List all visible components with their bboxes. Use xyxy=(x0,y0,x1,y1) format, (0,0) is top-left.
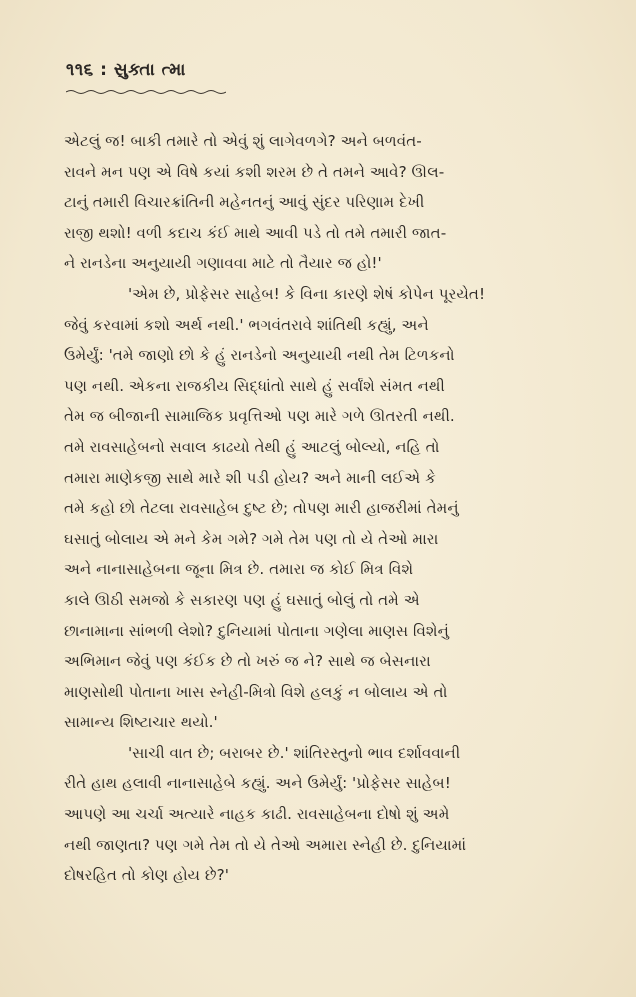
text-line: 'સાચી વાત છે; બરાબર છે.' શાંતિરસ્તુનો ભાવ દર્શાવવાની xyxy=(128,743,461,762)
text-line: આપણે આ ચર્ચા અત્યારે નાહક કાઢી. રાવસાહેબના દોષો શું અમે xyxy=(64,805,450,824)
text-line: પણ નથી. એકના રાજકીય સિદ્ધાંતો સાથે હું સર્વાંશે સંમત નથી xyxy=(64,376,445,395)
text-line: રાવને મન પણ એ વિષે કયાં કશી શરમ છે તે તમને આવે? ઊલ- xyxy=(64,162,445,181)
page-header xyxy=(66,60,366,99)
text-line: ટાનું તમારી વિચારક્રાંતિની મહેનતનું આવું સુંદર પરિણામ દેખી xyxy=(64,193,425,212)
text-line: તમારા માણેકજી સાથે મારે શી પડી હોય? અને માની લઈએ કે xyxy=(64,468,436,487)
wavy-underline xyxy=(66,89,226,95)
text-line: ને રાનડેના અનુયાયી ગણાવવા માટે તો તૈયાર જ હો!' xyxy=(64,254,382,273)
text-line: છાનામાના સાંભળી લેશો? દુનિયામાં પોતાના ગણેલા માણસ વિશેનું xyxy=(64,621,449,640)
text-line: દોષરહિત તો કોણ હોય છે?' xyxy=(64,866,229,885)
text-line: ઘસાતું બોલાય એ મને કેમ ગમે? ગમે તેમ પણ તો યે તેઓ મારા xyxy=(64,529,439,548)
text-line: જેવું કરવામાં કશો અર્થ નથી.' ભગવંતરાવે શાંતિથી કહ્યું, અને xyxy=(64,315,429,334)
running-head: ૧૧૬ : સુક્તા ત્મા xyxy=(66,60,186,80)
text-line: ઉમેર્યું: 'તમે જાણો છો કે હું રાનડેનો અનુયાયી નથી તેમ ટિળકનો xyxy=(64,346,455,365)
text-line: તમે રાવસાહેબનો સવાલ કાઢયો તેથી હું આટલું બોલ્યો, નહિ તો xyxy=(64,437,440,456)
text-line: અને નાનાસાહેબના જૂના મિત્ર છે. તમારા જ કોઈ મિત્ર વિશે xyxy=(64,560,414,579)
text-line: માણસોથી પોતાના ખાસ સ્નેહી-મિત્રો વિશે હલકું ન બોલાય એ તો xyxy=(64,682,448,701)
text-line: નથી જાણતા? પણ ગમે તેમ તો યે તેઓ અમારા સ્નેહી છે. દુનિયામાં xyxy=(64,835,467,854)
text-line: અભિમાન જેવું પણ કંઈક છે તો ખરું જ ને? સાથે જ બેસનારા xyxy=(64,652,431,671)
text-line: રાજી થશો! વળી કદાચ કંઈ માથે આવી પડે તો તમે તમારી જાત- xyxy=(64,223,447,242)
text-line: એટલું જ! બાકી તમારે તો એવું શું લાગેવળગે? અને બળવંત- xyxy=(64,132,422,150)
paragraph-2 xyxy=(64,279,598,738)
text-line: સામાન્ય શિષ્ટાચાર થયો.' xyxy=(64,713,218,732)
body-text xyxy=(64,126,598,891)
text-line: રીતે હાથ હલાવી નાનાસાહેબે કહ્યું. અને ઉમેર્યું: 'પ્રોફેસર સાહેબ! xyxy=(64,774,451,793)
text-line: તમે કહો છો તેટલા રાવસાહેબ દુષ્ટ છે; તોપણ મારી હાજરીમાં તેમનું xyxy=(64,499,459,518)
paragraph-1 xyxy=(64,126,598,279)
text-line: તેમ જ બીજાની સામાજિક પ્રવૃત્તિઓ પણ મારે ગળે ઊતરતી નથી. xyxy=(64,407,455,426)
text-line: 'એમ છે, પ્રોફેસર સાહેબ! કે વિના કારણે શેષં કોપેન પૂરયેત! xyxy=(128,284,486,303)
paragraph-3 xyxy=(64,738,598,891)
text-line: કાલે ઊઠી સમજો કે સકારણ પણ હું ઘસાતું બોલું તો તમે એ xyxy=(64,590,420,609)
